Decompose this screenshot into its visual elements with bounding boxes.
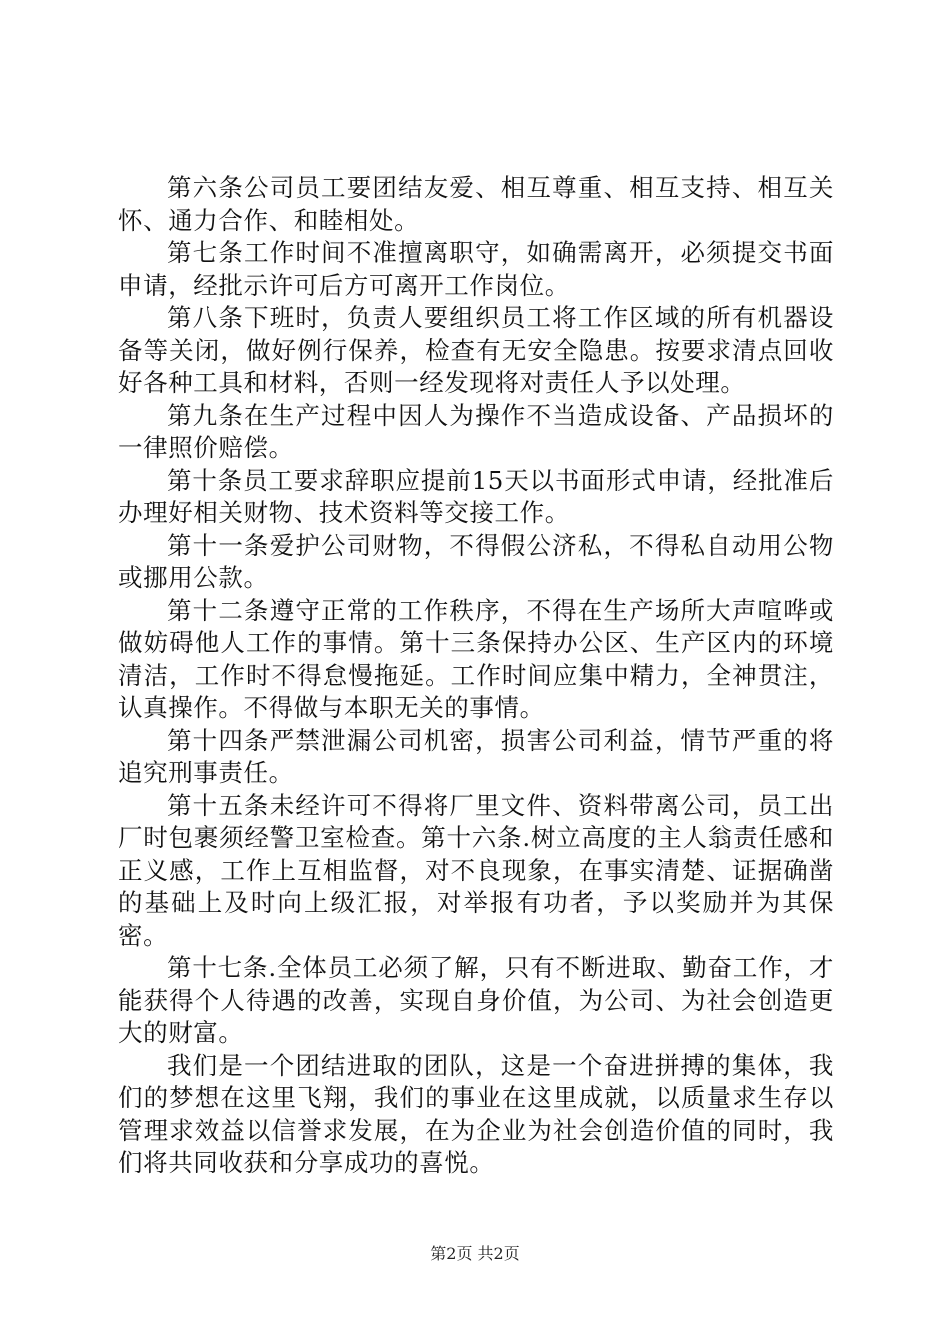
document-body	[118, 172, 834, 1180]
article-12-13-paragraph: 第十二条遵守正常的工作秩序，不得在生产场所大声喧哗或做妨碍他人工作的事情。第十三条保持办公区、生产区内的环境清洁，工作时不得怠慢拖延。工作时间应集中精力，全神贯注，认真操作。不得做与本职无关的事情。	[118, 595, 834, 722]
article-14-paragraph: 第十四条严禁泄漏公司机密，损害公司利益，情节严重的将追究刑事责任。	[118, 725, 834, 787]
article-17-paragraph: 第十七条.全体员工必须了解，只有不断进取、勤奋工作，才能获得个人待遇的改善，实现自身价值，为公司、为社会创造更大的财富。	[118, 953, 834, 1047]
article-7-paragraph: 第七条工作时间不准擅离职守，如确需离开，必须提交书面申请，经批示许可后方可离开工作岗位。	[118, 238, 834, 300]
article-10-paragraph: 第十条员工要求辞职应提前15天以书面形式申请，经批准后办理好相关财物、技术资料等交接工作。	[118, 465, 834, 527]
article-6-paragraph: 第六条公司员工要团结友爱、相互尊重、相互支持、相互关怀、通力合作、和睦相处。	[118, 173, 834, 235]
article-15-16-paragraph: 第十五条未经许可不得将厂里文件、资料带离公司，员工出厂时包裹须经警卫室检查。第十六条.树立高度的主人翁责任感和正义感，工作上互相监督，对不良现象，在事实清楚、证据确凿的基础上及时向上级汇报，对举报有功者，予以奖励并为其保密。	[118, 790, 834, 950]
article-8-paragraph: 第八条下班时，负责人要组织员工将工作区域的所有机器设备等关闭，做好例行保养，检查有无安全隐患。按要求清点回收好各种工具和材料，否则一经发现将对责任人予以处理。	[118, 303, 834, 397]
article-9-paragraph: 第九条在生产过程中因人为操作不当造成设备、产品损坏的一律照价赔偿。	[118, 400, 834, 462]
article-11-paragraph: 第十一条爱护公司财物，不得假公济私，不得私自动用公物或挪用公款。	[118, 530, 834, 592]
closing-paragraph: 我们是一个团结进取的团队，这是一个奋进拼搏的集体，我们的梦想在这里飞翔，我们的事业在这里成就，以质量求生存以管理求效益以信誉求发展，在为企业为社会创造价值的同时，我们将共同收获和分享成功的喜悦。	[118, 1050, 834, 1177]
page-number-footer: 第2页 共2页	[430, 1244, 520, 1263]
